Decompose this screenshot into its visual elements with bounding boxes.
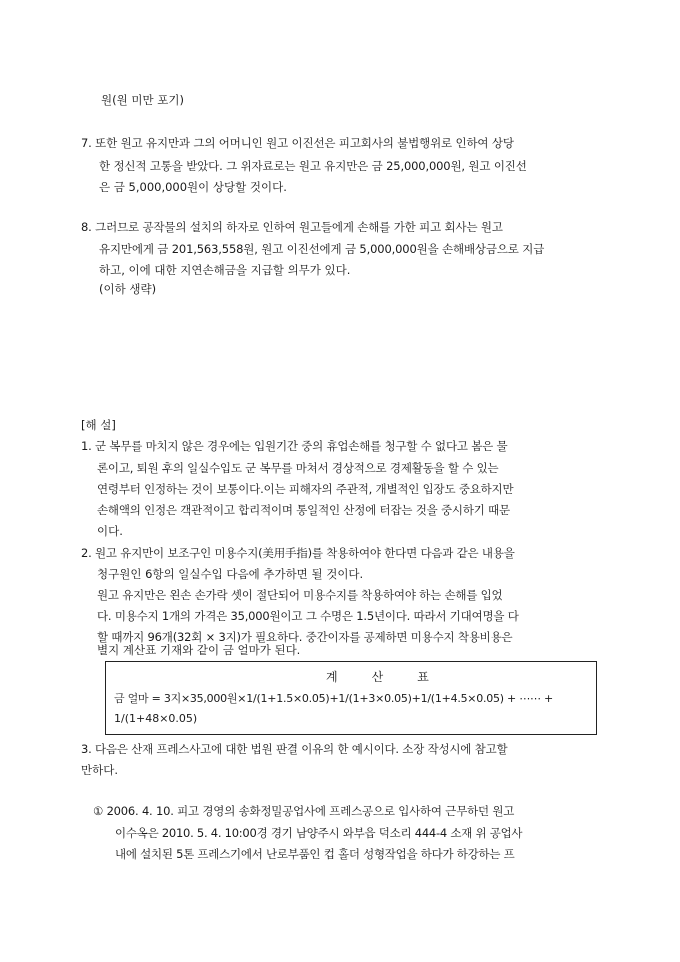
example-line-3: 내에 설치된 5톤 프레스기에서 난로부품인 컵 홀더 성형작업을 하다가 하강하는 프: [115, 847, 515, 861]
point-1-line-3: 연령부터 인정하는 것이 보통이다.이는 피해자의 주관적, 개별적인 입장도 중요하지만: [97, 482, 514, 496]
point-1-line-2: 론이고, 퇴원 후의 일실수입도 군 복무를 마쳐서 경상적으로 경제활동을 할 수 있는: [97, 461, 499, 475]
calculation-formula-line-2: 1/(1+48×0.05): [114, 712, 198, 725]
point-2-line-2: 청구원인 6항의 일실수입 다음에 추가하면 될 것이다.: [97, 567, 364, 581]
example-line-2: 이수옥은 2010. 5. 4. 10:00경 경기 남양주시 와부읍 덕소리 444-4 소재 위 공업사: [115, 826, 523, 840]
commentary-heading: [해 설]: [81, 418, 116, 432]
example-line-1: ① 2006. 4. 10. 피고 경영의 송화정밀공업사에 프레스공으로 입사하여 근무하던 원고: [93, 804, 515, 818]
calc-title-char-1: 계: [326, 670, 338, 684]
item-8-line-1: 8. 그러므로 공작물의 설치의 하자로 인하여 원고들에게 손해를 가한 피고 회사는 원고: [81, 220, 503, 234]
calculation-formula-line-1: 금 얼마 = 3지×35,000원×1/(1+1.5×0.05)+1/(1+3×0.05)+1/(1+4.5×0.05) + ⋯⋯ +: [114, 692, 553, 705]
point-1-line-4: 손해액의 인정은 객관적이고 합리적이며 통일적인 산정에 터잡는 것을 중시하기 때문: [97, 503, 510, 517]
point-3-line-2: 만하다.: [81, 763, 118, 777]
point-2-line-3: 원고 유지만은 왼손 손가락 셋이 절단되어 미용수지를 착용하여야 하는 손해를 입었: [97, 588, 503, 602]
point-2-line-6: 별지 계산표 기재와 같이 금 얼마가 된다.: [97, 643, 301, 657]
item-7-line-3: 은 금 5,000,000원이 상당할 것이다.: [99, 180, 287, 194]
point-3-line-1: 3. 다음은 산재 프레스사고에 대한 법원 판결 이유의 한 예시이다. 소장 작성시에 참고할: [81, 742, 508, 756]
point-2-line-4: 다. 미용수지 1개의 가격은 35,000원이고 그 수명은 1.5년이다. 따라서 기대여명을 다: [97, 609, 519, 623]
item-7-line-1: 7. 또한 원고 유지만과 그의 어머니인 원고 이진선은 피고회사의 불법행위로 인하여 상당: [81, 136, 514, 150]
item-8-line-4: (이하 생략): [99, 282, 157, 296]
paragraph-continuation: 원(원 미만 포기): [101, 93, 184, 107]
calc-title-char-3: 표: [417, 670, 429, 684]
item-8-line-2: 유지만에게 금 201,563,558원, 원고 이진선에게 금 5,000,000원을 손해배상금으로 지급: [99, 242, 545, 256]
point-1-line-5: 이다.: [97, 524, 123, 538]
calculation-table-title: [326, 668, 429, 685]
point-2-line-1: 2. 원고 유지만이 보조구인 미용수지(美用手指)를 착용하여야 한다면 다음과 같은 내용을: [81, 546, 515, 560]
point-2-line-5: 할 때까지 96개(32회 × 3지)가 필요하다. 중간이자를 공제하면 미용수지 착용비용은: [97, 630, 513, 644]
calc-title-char-2: 산: [371, 670, 384, 684]
item-7-line-2: 한 정신적 고통을 받았다. 그 위자료로는 원고 유지만은 금 25,000,000원, 원고 이진선: [99, 159, 527, 173]
point-1-line-1: 1. 군 복무를 마치지 않은 경우에는 입원기간 중의 휴업손해를 청구할 수 없다고 봄은 물: [81, 439, 508, 453]
item-8-line-3: 하고, 이에 대한 지연손해금을 지급할 의무가 있다.: [99, 263, 351, 277]
